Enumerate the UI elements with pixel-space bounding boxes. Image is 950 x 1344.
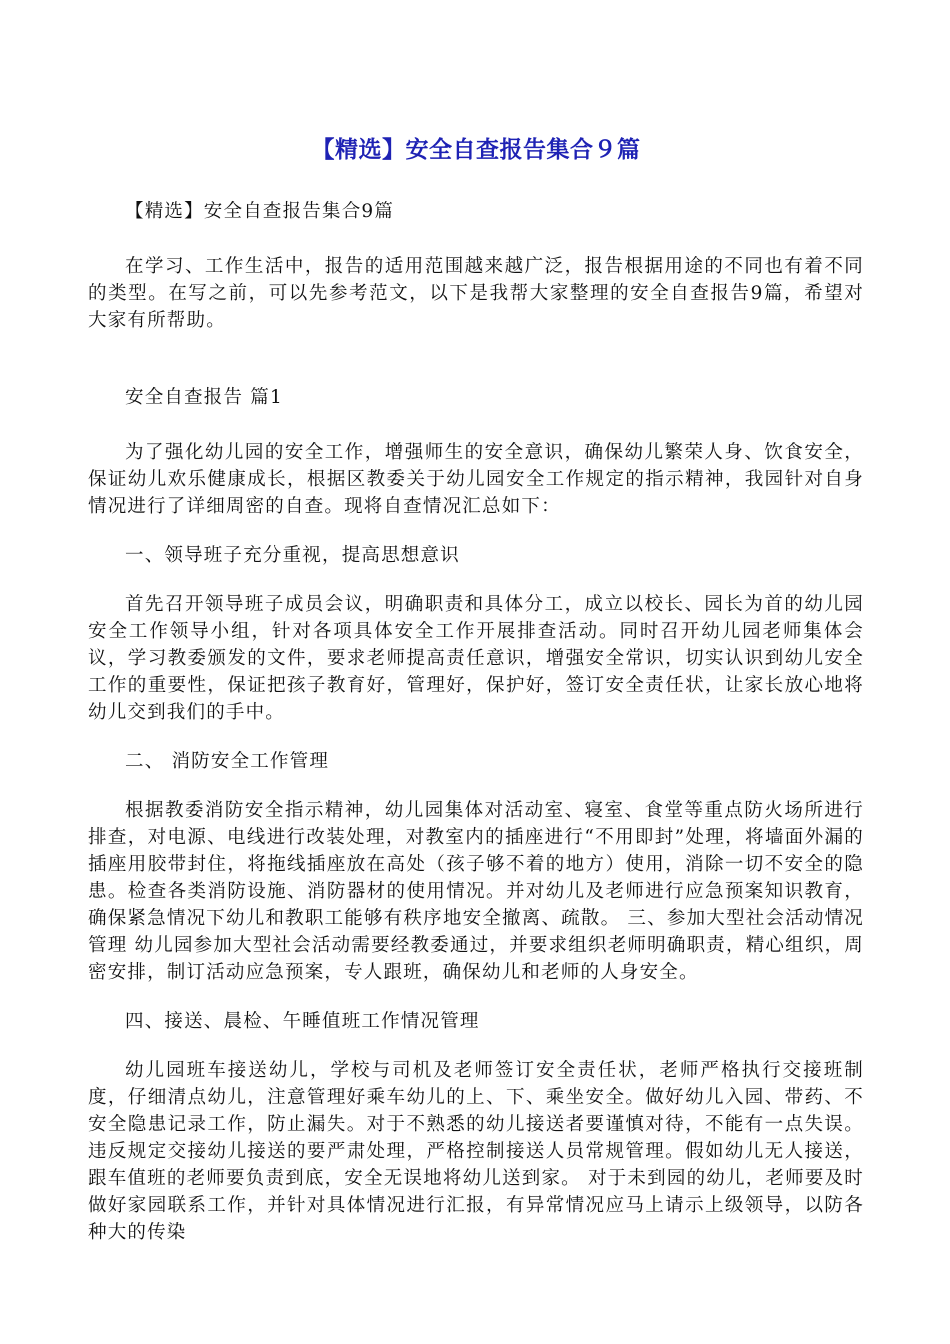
document-title: 【精选】安全自查报告集合９篇 (311, 137, 641, 163)
paragraph-3: 根据教委消防安全指示精神，幼儿园集体对活动室、寝室、食堂等重点防火场所进行排查，对电源、电线进行改装处理，对教室内的插座进行“不用即封”处理，将墙面外漏的插座用胶带封住，将拖线插座放在高处（孩子够不着的地方）使用，消除一切不安全的隐患。检查各类消防设施、消防器材的使用情况。并对幼儿及老师进行应急预案知识教育，确保紧急情况下幼儿和教职工能够有秩序地安全撤离、疏散。 三、参加大型社会活动情况管理 幼儿园参加大型社会活动需要经教委通过，并要求组织老师明确职责，精心组织，周密安排，制订活动应急预案，专人跟班，确保幼儿和老师的人身安全。 (88, 800, 864, 983)
document-subtitle: 【精选】安全自查报告集合9篇 (125, 201, 395, 222)
heading-3: 四、接送、晨检、午睡值班工作情况管理 (125, 1011, 480, 1032)
paragraph-2: 首先召开领导班子成员会议，明确职责和具体分工，成立以校长、园长为首的幼儿园安全工作领导小组，针对各项具体安全工作开展排查活动。同时召开幼儿园老师集体会议，学习教委颁发的文件，要求老师提高责任意识，增强安全常识，切实认识到幼儿安全工作的重要性，保证把孩子教育好，管理好，保护好，签订安全责任状，让家长放心地将幼儿交到我们的手中。 (88, 594, 864, 723)
section-title: 安全自查报告 篇1 (125, 387, 283, 408)
paragraph-1: 为了强化幼儿园的安全工作，增强师生的安全意识，确保幼儿繁荣人身、饮食安全，保证幼儿欢乐健康成长，根据区教委关于幼儿园安全工作规定的指示精神，我园针对自身情况进行了详细周密的自查。现将自查情况汇总如下： (88, 442, 864, 517)
document-page (88, 0, 864, 1246)
intro-paragraph: 在学习、工作生活中，报告的适用范围越来越广泛，报告根据用途的不同也有着不同的类型。在写之前，可以先参考范文，以下是我帮大家整理的安全自查报告9篇，希望对大家有所帮助。 (88, 256, 864, 331)
heading-2: 二、 消防安全工作管理 (125, 751, 330, 772)
paragraph-4: 幼儿园班车接送幼儿，学校与司机及老师签订安全责任状，老师严格执行交接班制度，仔细清点幼儿，注意管理好乘车幼儿的上、下、乘坐安全。做好幼儿入园、带药、不安全隐患记录工作，防止漏失。对于不熟悉的幼儿接送者要谨慎对待，不能有一点失误。违反规定交接幼儿接送的要严肃处理，严格控制接送人员常规管理。假如幼儿无人接送，跟车值班的老师要负责到底，安全无误地将幼儿送到家。 对于未到园的幼儿，老师要及时做好家园联系工作，并针对具体情况进行汇报，有异常情况应马上请示上级领导，以防各种大的传染 (88, 1060, 864, 1243)
heading-1: 一、领导班子充分重视，提高思想意识 (125, 545, 460, 566)
